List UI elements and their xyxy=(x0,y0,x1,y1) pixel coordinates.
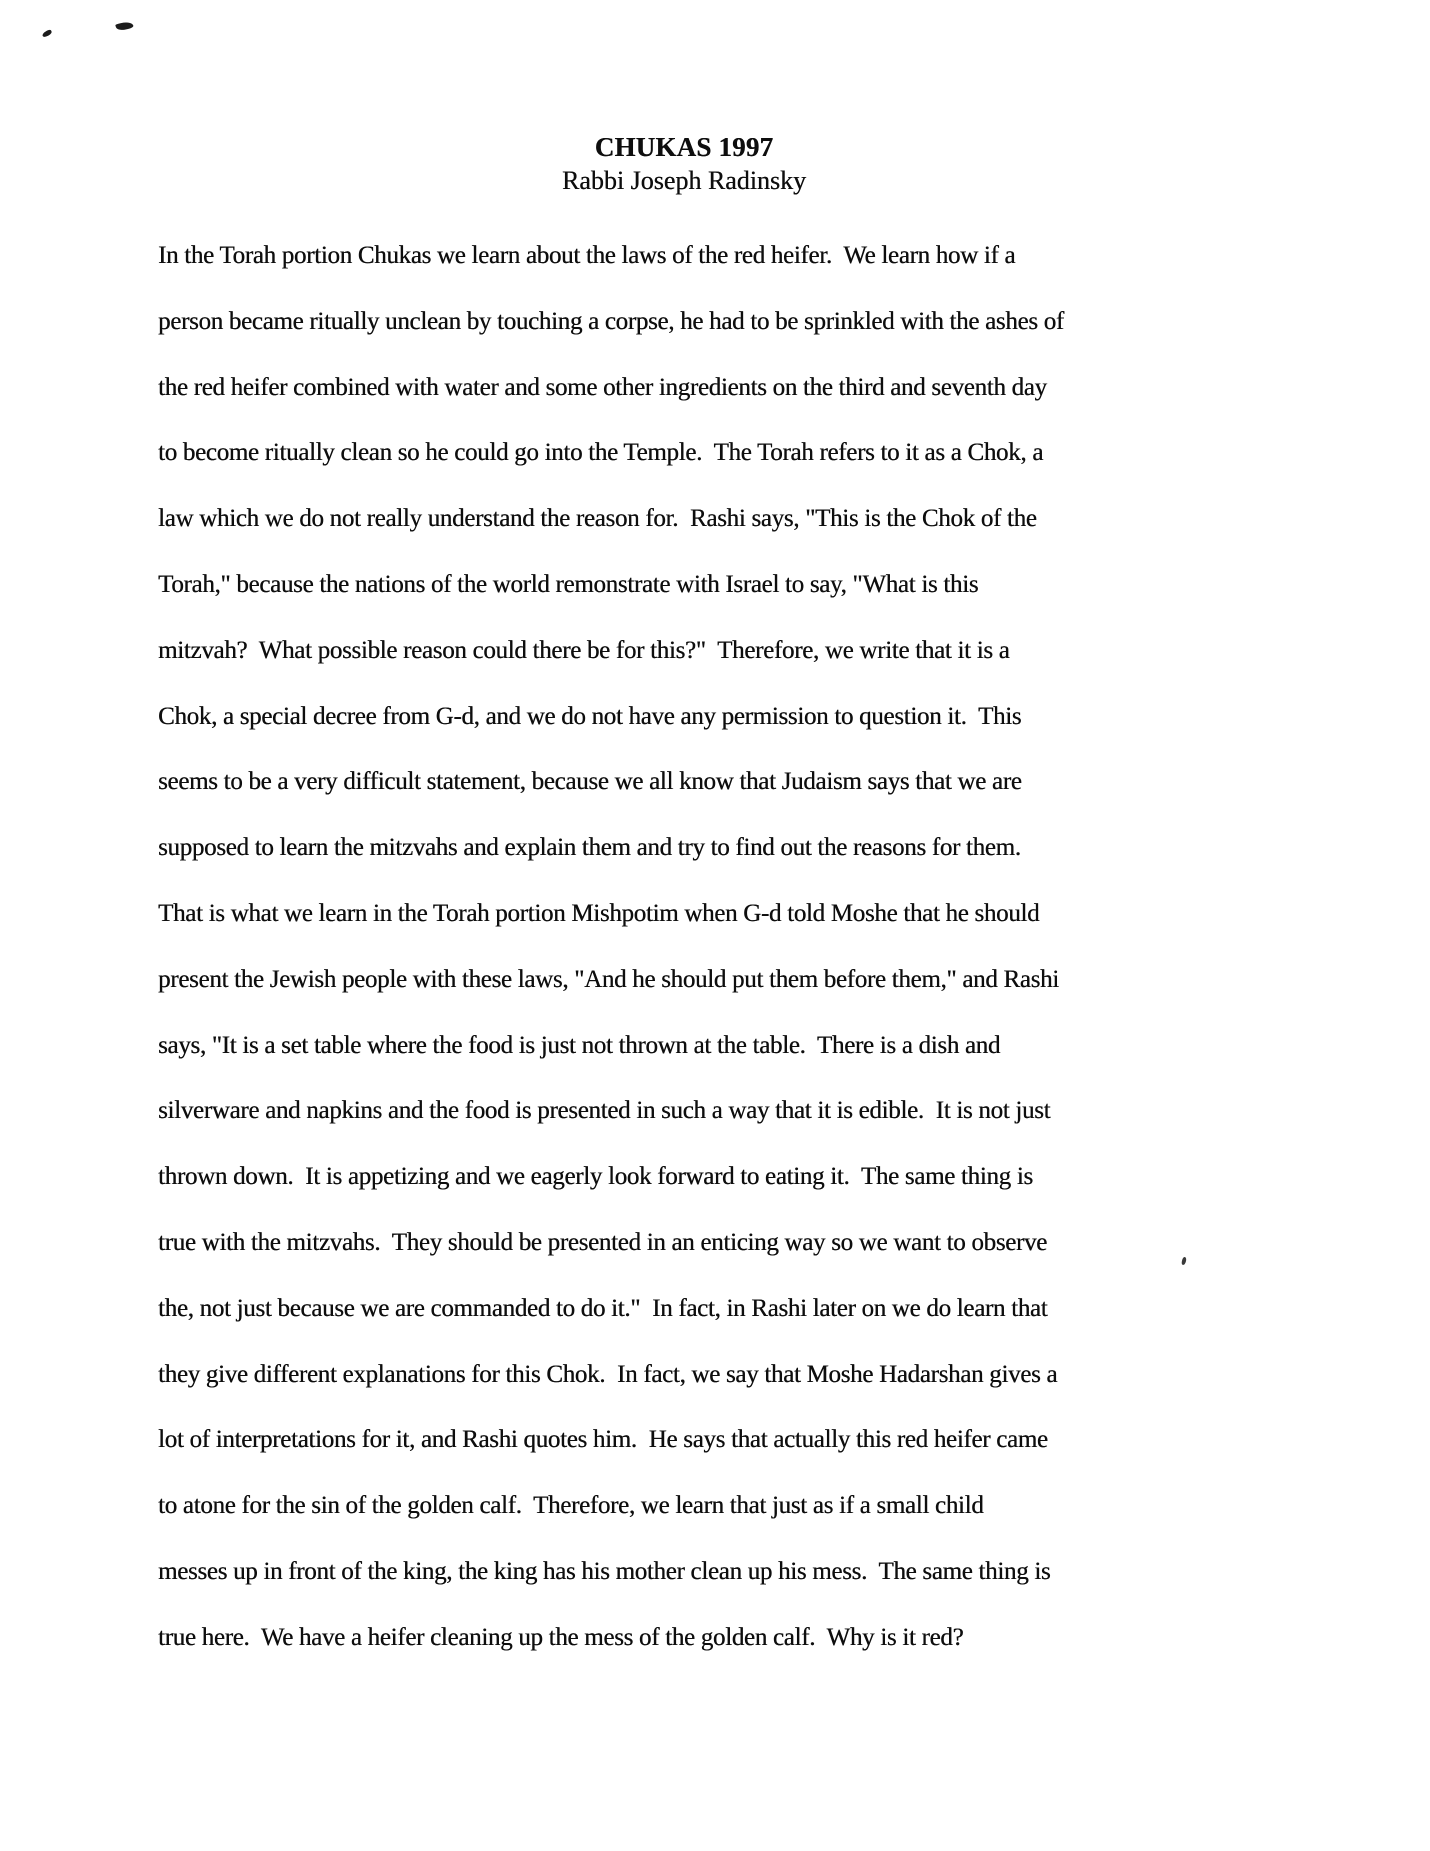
text-line: true here. We have a heifer cleaning up the mess of the golden calf. Why is it red? xyxy=(158,1623,964,1651)
text-line: Torah," because the nations of the world remonstrate with Israel to say, "What is this xyxy=(158,570,979,598)
text-line: That is what we learn in the Torah portion Mishpotim when G-d told Moshe that he should xyxy=(158,899,1040,927)
text-line: messes up in front of the king, the king has his mother clean up his mess. The same thing is xyxy=(158,1557,1051,1585)
text-line: true with the mitzvahs. They should be presented in an enticing way so we want to observe xyxy=(158,1228,1047,1256)
text-line: to become ritually clean so he could go into the Temple. The Torah refers to it as a Chok, a xyxy=(158,439,1044,467)
text-line: supposed to learn the mitzvahs and explain them and try to find out the reasons for them. xyxy=(158,834,1021,862)
text-line: silverware and napkins and the food is presented in such a way that it is edible. It is not just xyxy=(158,1097,1051,1125)
text-line: the red heifer combined with water and some other ingredients on the third and seventh day xyxy=(158,373,1047,401)
text-line: seems to be a very difficult statement, because we all know that Judaism says that we are xyxy=(158,768,1022,796)
text-line: In the Torah portion Chukas we learn about the laws of the red heifer. We learn how if a xyxy=(158,242,1016,269)
text-line: they give different explanations for this Chok. In fact, we say that Moshe Hadarshan gives a xyxy=(158,1360,1058,1388)
text-line: present the Jewish people with these laws, "And he should put them before them," and Rashi xyxy=(158,965,1059,993)
text-line: thrown down. It is appetizing and we eagerly look forward to eating it. The same thing is xyxy=(158,1163,1033,1191)
text-line: says, "It is a set table where the food is just not thrown at the table. There is a dish and xyxy=(158,1031,1001,1059)
scan-speckle-icon xyxy=(41,29,52,38)
text-line: the, not just because we are commanded to do it." In fact, in Rashi later on we do learn that xyxy=(158,1294,1048,1322)
text-line: lot of interpretations for it, and Rashi quotes him. He says that actually this red heifer came xyxy=(158,1426,1048,1454)
document-author: Rabbi Joseph Radinsky xyxy=(561,166,807,195)
text-line: mitzvah? What possible reason could there be for this?" Therefore, we write that it is a xyxy=(158,636,1010,664)
document-title: CHUKAS 1997 xyxy=(594,132,774,162)
text-line: to atone for the sin of the golden calf. Therefore, we learn that just as if a small child xyxy=(158,1492,984,1520)
text-line: law which we do not really understand the reason for. Rashi says, "This is the Chok of the xyxy=(158,505,1037,533)
text-line: Chok, a special decree from G-d, and we do not have any permission to question it. This xyxy=(158,702,1022,730)
text-line: person became ritually unclean by touching a corpse, he had to be sprinkled with the ashes of xyxy=(158,307,1064,335)
document-header xyxy=(158,130,1210,198)
document-body xyxy=(158,223,1268,1671)
scan-speckle-icon xyxy=(115,20,134,33)
